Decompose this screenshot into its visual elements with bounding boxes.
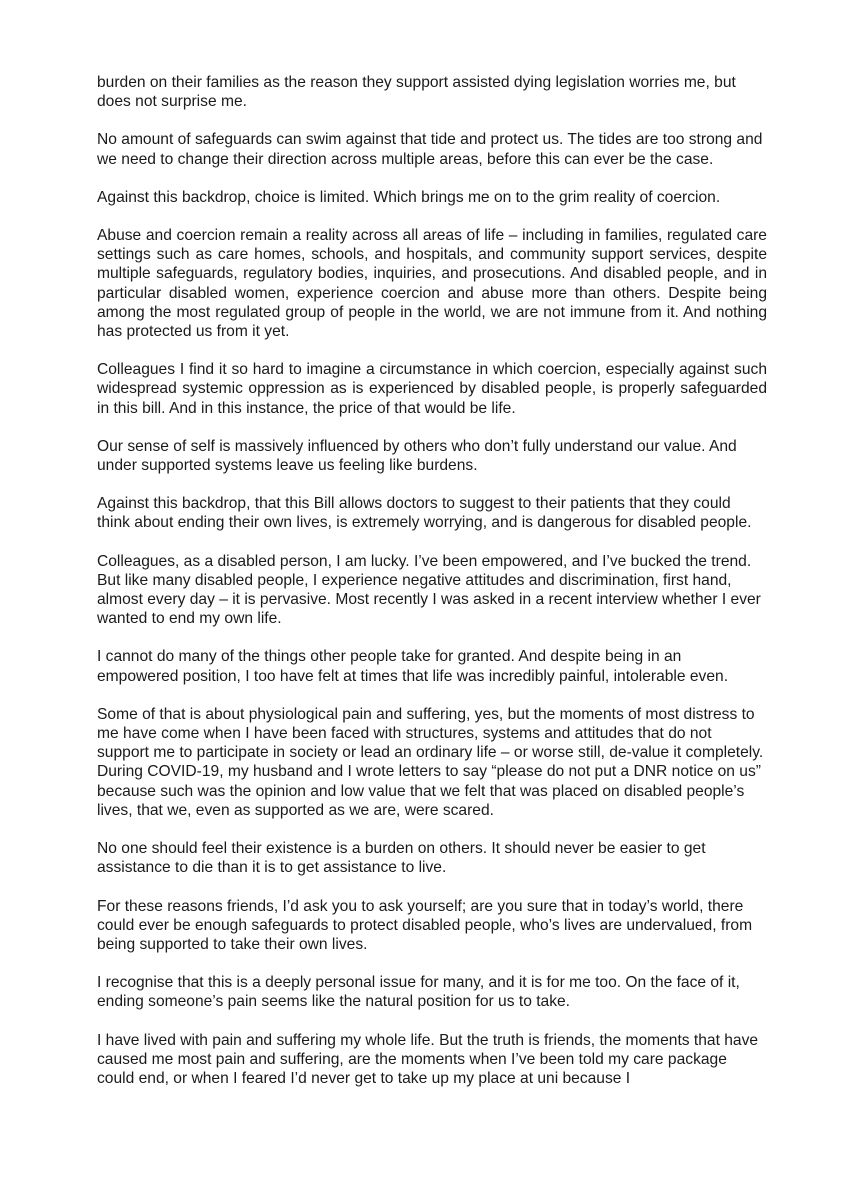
paragraph-2: No amount of safeguards can swim against that tide and protect us. The tides are too strong and we need to change their direction across multiple areas, before this can ever be the case. — [97, 131, 763, 168]
paragraph-10: Some of that is about physiological pain and suffering, yes, but the moments of most distress to me have come when I have been faced with structures, systems and attitudes that do not support me to participate in society or lead an ordinary life – or worse still, de-value it completely. During COVID-19, my husband and I wrote letters to say “please do not put a DNR notice on us” because such was the opinion and low value that we felt that was placed on disabled people’s lives, that we, even as supported as we are, were scared. — [97, 705, 764, 819]
paragraph-11: No one should feel their existence is a burden on others. It should never be easier to get assistance to die than it is to get assistance to live. — [97, 840, 706, 877]
paragraph-12: For these reasons friends, I’d ask you to ask yourself; are you sure that in today’s world, there could ever be enough safeguards to protect disabled people, who’s lives are undervalued, from being supported to take their own lives. — [97, 897, 753, 953]
paragraph-7: Against this backdrop, that this Bill allows doctors to suggest to their patients that they could think about ending their own lives, is extremely worrying, and is dangerous for disabled people. — [97, 495, 752, 532]
paragraph-8: Colleagues, as a disabled person, I am lucky. I’ve been empowered, and I’ve bucked the trend. But like many disabled people, I experience negative attitudes and discrimination, first hand, almost every day – it is pervasive. Most recently I was asked in a recent interview whether I ever wanted to end my own life. — [97, 552, 761, 628]
paragraph-4: Abuse and coercion remain a reality across all areas of life – including in families, regulated care settings such as care homes, schools, and hospitals, and community support services, despite multiple safeguards, regulatory bodies, inquiries, and prosecutions. And disabled people, and in particular disabled women, experience coercion and abuse more than others. Despite being among the most regulated group of people in the world, we are not immune from it. And nothing has protected us from it yet. — [97, 227, 767, 341]
paragraph-5: Colleagues I find it so hard to imagine a circumstance in which coercion, especially against such widespread systemic oppression as is experienced by disabled people, is properly safeguarded in this bill. And in this instance, the price of that would be life. — [97, 361, 767, 417]
paragraph-1: burden on their families as the reason they support assisted dying legislation worries me, but does not surprise me. — [97, 74, 736, 111]
document-body — [97, 73, 767, 1107]
paragraph-9: I cannot do many of the things other people take for granted. And despite being in an empowered position, I too have felt at times that life was incredibly painful, intolerable even. — [97, 648, 729, 685]
paragraph-3: Against this backdrop, choice is limited. Which brings me on to the grim reality of coercion. — [97, 188, 721, 206]
paragraph-14: I have lived with pain and suffering my whole life. But the truth is friends, the moments that have caused me most pain and suffering, are the moments when I’ve been told my care package could end, or when I feared I’d never get to take up my place at uni because I — [97, 1031, 759, 1087]
paragraph-13: I recognise that this is a deeply personal issue for many, and it is for me too. On the face of it, ending someone’s pain seems like the natural position for us to take. — [97, 974, 740, 1011]
paragraph-6: Our sense of self is massively influenced by others who don’t fully understand our value. And under supported systems leave us feeling like burdens. — [97, 437, 737, 475]
